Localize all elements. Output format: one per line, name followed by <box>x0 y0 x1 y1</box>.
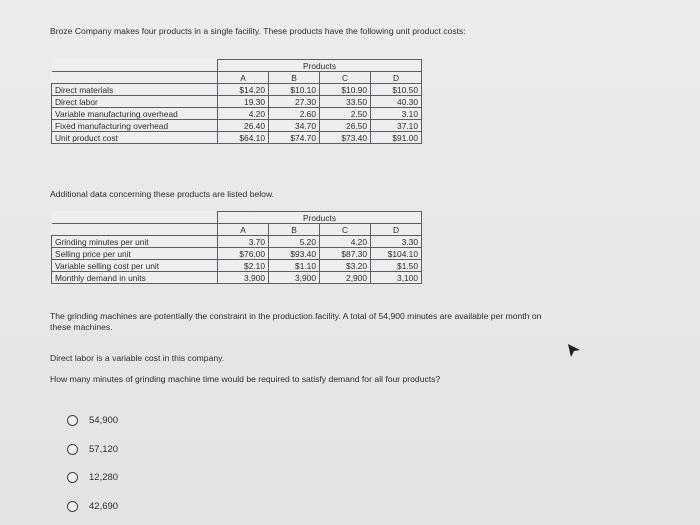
row-label: Grinding minutes per unit <box>52 236 218 248</box>
unit-cost-table <box>51 59 422 144</box>
row-label: Selling price per unit <box>52 248 218 260</box>
table-row <box>52 132 422 144</box>
option-label: 12,280 <box>89 471 119 483</box>
intro-text: Broze Company makes four products in a single facility. These products have the following unit product costs: <box>50 26 466 36</box>
cell-a: 3.70 <box>218 236 269 248</box>
answer-option-1[interactable] <box>67 412 118 428</box>
table-row <box>52 108 422 120</box>
radio-button[interactable] <box>67 472 78 483</box>
table-row <box>52 84 422 96</box>
col-header-b: B <box>269 224 320 236</box>
cell-a: $76.00 <box>218 248 269 260</box>
row-label: Direct materials <box>52 84 218 96</box>
col-header-c: C <box>320 72 371 84</box>
table-row <box>52 120 422 132</box>
constraint-text: The grinding machines are potentially the constraint in the production facility. A total of 54,900 minutes are available per month on these machines. <box>50 311 542 332</box>
cell-d: $91.00 <box>371 132 422 144</box>
option-label: 57,120 <box>89 443 119 455</box>
answer-option-2[interactable] <box>67 441 118 457</box>
radio-button[interactable] <box>67 444 78 455</box>
blank-cell <box>52 72 218 84</box>
cell-d: $104.10 <box>371 248 422 260</box>
cell-b: $10.10 <box>269 84 320 96</box>
cell-c: 4.20 <box>320 236 371 248</box>
cell-c: $73.40 <box>320 132 371 144</box>
cell-c: 2.50 <box>320 108 371 120</box>
cell-b: 3,900 <box>269 272 320 284</box>
cell-b: $93.40 <box>269 248 320 260</box>
cell-b: 5.20 <box>269 236 320 248</box>
cell-c: 2,900 <box>320 272 371 284</box>
option-label: 42,690 <box>89 500 119 512</box>
row-label: Monthly demand in units <box>52 272 218 284</box>
col-header-a: A <box>218 224 269 236</box>
row-label: Variable selling cost per unit <box>52 260 218 272</box>
cell-d: 37.10 <box>371 120 422 132</box>
cell-c: $10.90 <box>320 84 371 96</box>
col-header-d: D <box>371 72 422 84</box>
col-header-c: C <box>320 224 371 236</box>
cell-a: 19.30 <box>218 96 269 108</box>
option-label: 54,900 <box>89 414 119 426</box>
direct-labor-text: Direct labor is a variable cost in this company. <box>50 353 225 363</box>
col-header-d: D <box>371 224 422 236</box>
blank-cell <box>52 212 218 224</box>
radio-button[interactable] <box>67 501 78 512</box>
cell-b: $74.70 <box>269 132 320 144</box>
cell-c: $87.30 <box>320 248 371 260</box>
blank-cell <box>52 60 218 72</box>
cell-a: $14.20 <box>218 84 269 96</box>
radio-button[interactable] <box>67 415 78 426</box>
col-header-a: A <box>218 72 269 84</box>
cell-a: 26.40 <box>218 120 269 132</box>
table-row <box>52 236 422 248</box>
table-row <box>52 248 422 260</box>
row-label: Variable manufacturing overhead <box>52 108 218 120</box>
cell-d: 3,100 <box>371 272 422 284</box>
table-row <box>52 96 422 108</box>
answer-option-3[interactable] <box>67 469 118 485</box>
cell-d: $1.50 <box>371 260 422 272</box>
cell-d: 3.30 <box>371 236 422 248</box>
product-data-table <box>51 211 422 284</box>
additional-data-text: Additional data concerning these products are listed below. <box>50 189 275 199</box>
cell-a: $2.10 <box>218 260 269 272</box>
blank-cell <box>52 224 218 236</box>
row-label: Fixed manufacturing overhead <box>52 120 218 132</box>
cell-d: $10.50 <box>371 84 422 96</box>
cell-c: 33.50 <box>320 96 371 108</box>
mouse-pointer-icon <box>568 344 582 358</box>
answer-option-4[interactable] <box>67 498 118 514</box>
table-row <box>52 272 422 284</box>
cell-a: 3,900 <box>218 272 269 284</box>
cell-a: $64.10 <box>218 132 269 144</box>
products-header: Products <box>218 60 422 72</box>
cell-b: 27.30 <box>269 96 320 108</box>
cell-b: 34.70 <box>269 120 320 132</box>
cell-d: 40.30 <box>371 96 422 108</box>
cell-b: $1.10 <box>269 260 320 272</box>
cell-c: $3.20 <box>320 260 371 272</box>
row-label: Unit product cost <box>52 132 218 144</box>
question-text: How many minutes of grinding machine time would be required to satisfy demand for all four products? <box>50 374 441 384</box>
cell-a: 4.20 <box>218 108 269 120</box>
cell-d: 3.10 <box>371 108 422 120</box>
col-header-b: B <box>269 72 320 84</box>
row-label: Direct labor <box>52 96 218 108</box>
cell-c: 26.50 <box>320 120 371 132</box>
cell-b: 2.60 <box>269 108 320 120</box>
table-row <box>52 260 422 272</box>
products-header: Products <box>218 212 422 224</box>
